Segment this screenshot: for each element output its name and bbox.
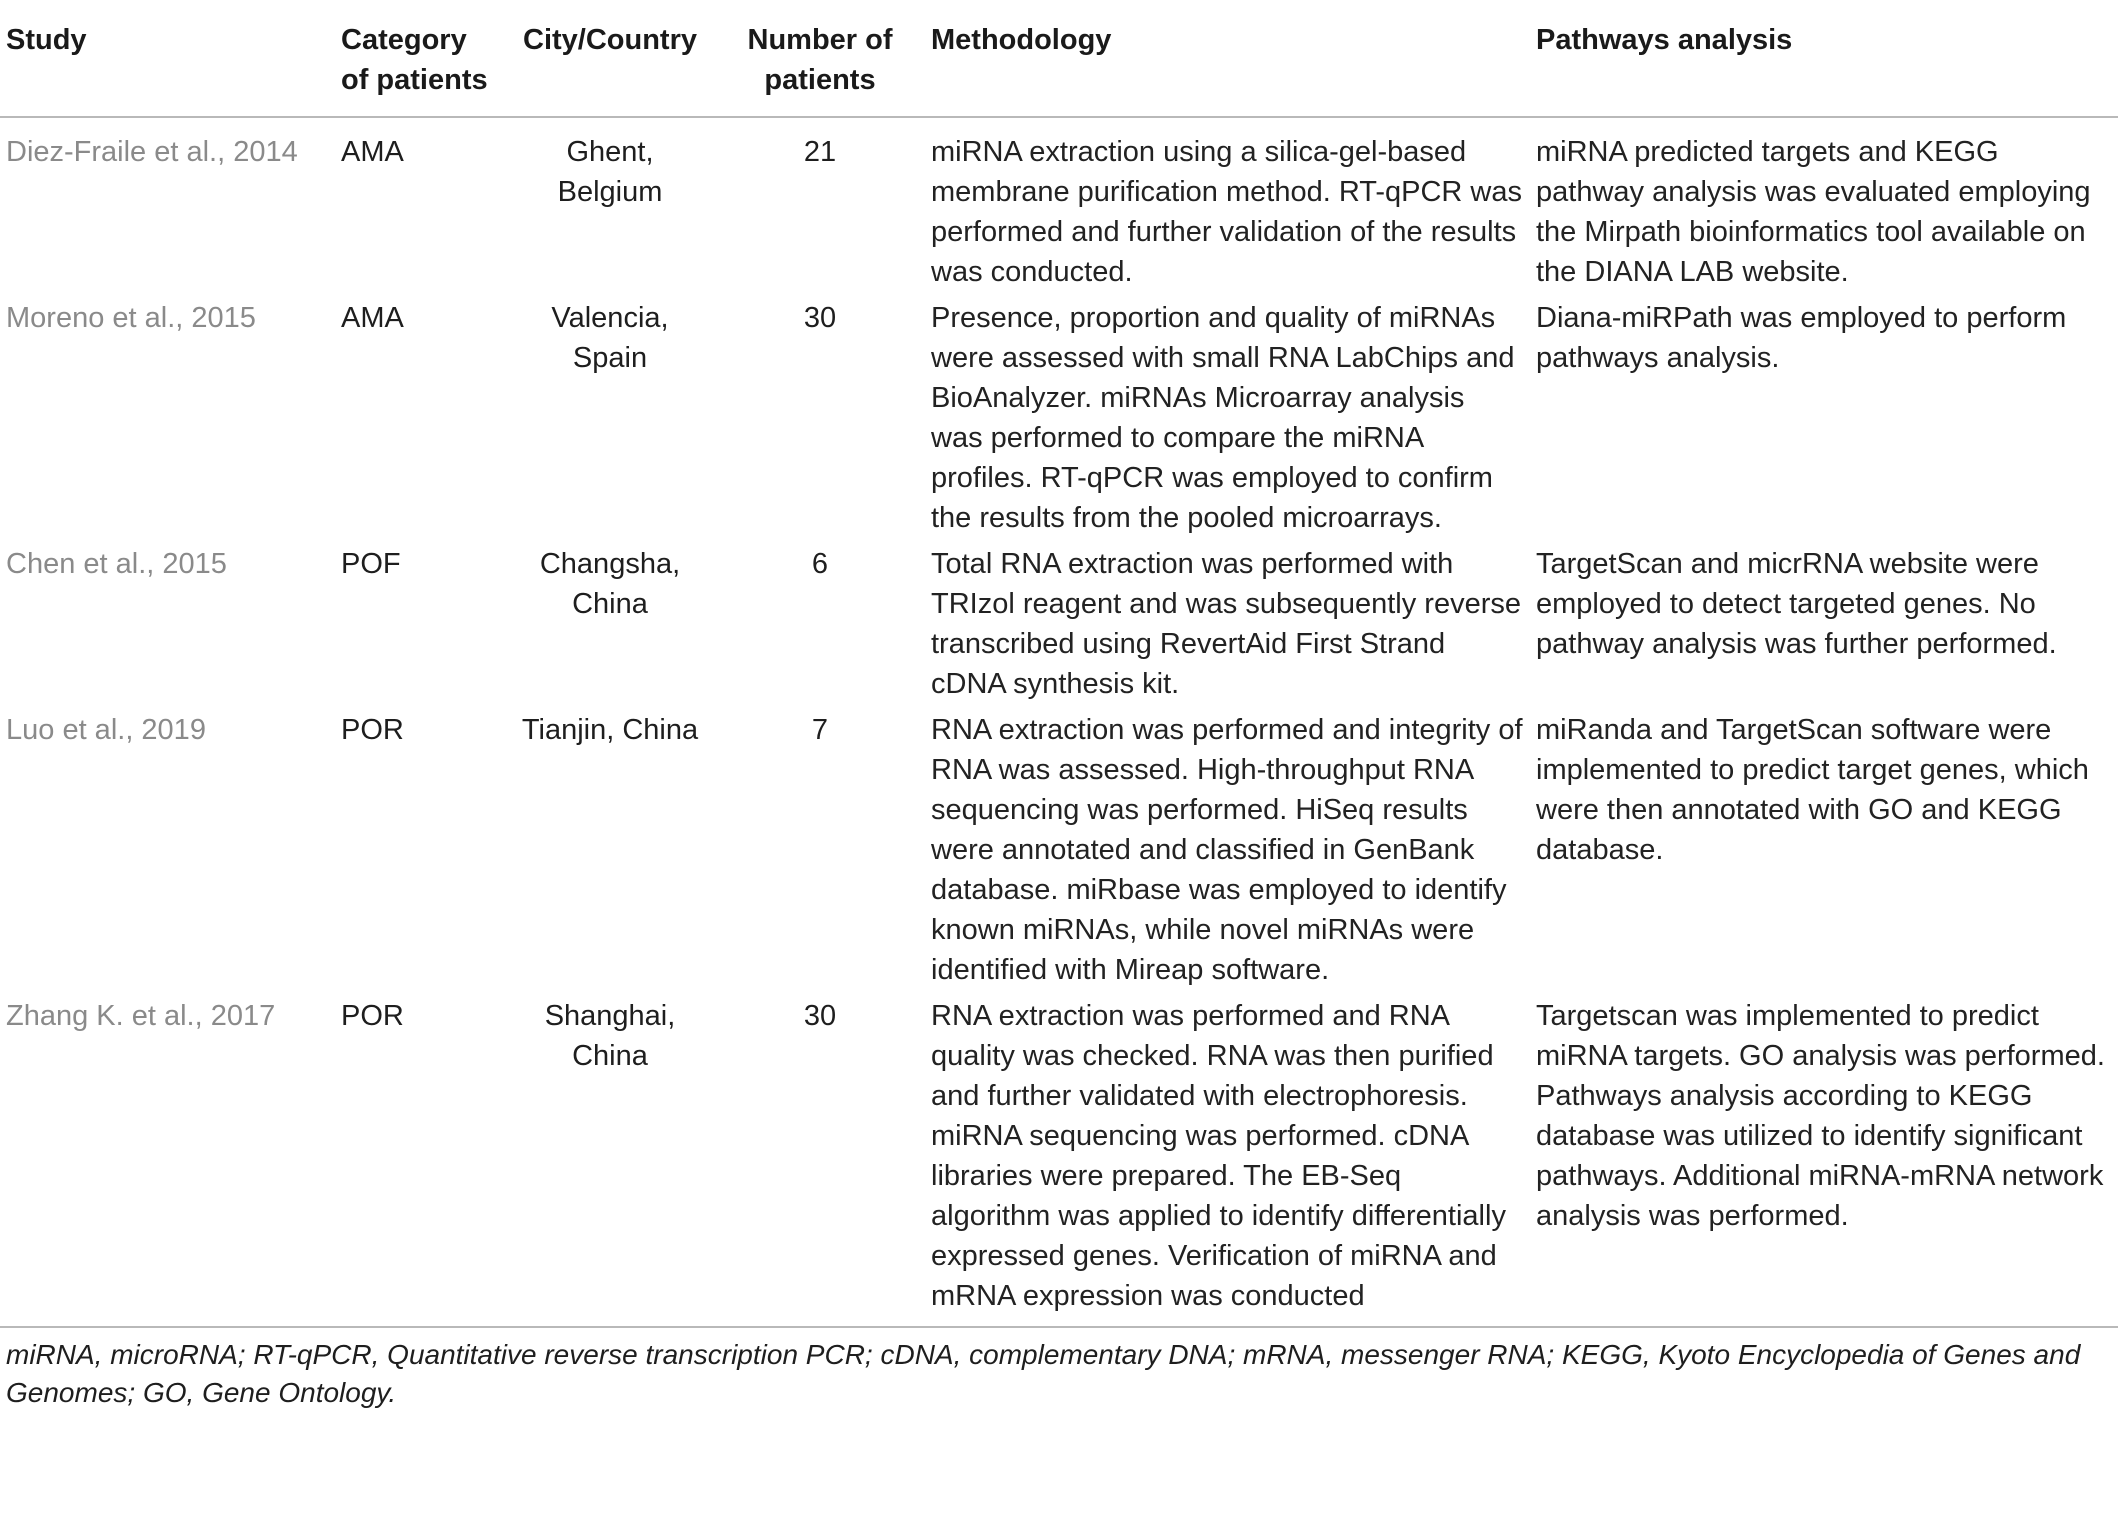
- table-body: [0, 117, 2118, 1327]
- header-methodology: Methodology: [925, 0, 1530, 117]
- study-cell: Moreno et al., 2015: [6, 302, 256, 334]
- study-cell: Chen et al., 2015: [6, 548, 227, 580]
- table-row: [0, 704, 2118, 990]
- category-cell: POF: [341, 548, 401, 580]
- category-cell: POR: [335, 990, 505, 1327]
- category-cell: POR: [341, 714, 404, 746]
- number-cell: 30: [715, 990, 925, 1327]
- study-cell: Zhang K. et al., 2017: [0, 990, 335, 1327]
- study-cell: Diez-Fraile et al., 2014: [6, 136, 298, 168]
- city-cell: Changsha, China: [539, 548, 681, 620]
- pathways-cell: Targetscan was implemented to predict miRNA targets. GO analysis was performed. Pathways analysis according to KEGG database was utilized to identify significant pathways. Additional miRNA-mRNA network analysis was performed.: [1530, 990, 2118, 1327]
- table-row: [0, 538, 2118, 704]
- city-cell: Tianjin, China: [521, 714, 699, 746]
- number-cell: 21: [803, 136, 837, 168]
- pathways-cell: miRNA predicted targets and KEGG pathway analysis was evaluated employing the Mirpath bioinformatics tool available on the DIANA LAB website.: [1536, 136, 2091, 288]
- table-row: [0, 990, 2118, 1327]
- header-study: Study: [0, 0, 335, 117]
- pathways-cell: TargetScan and micrRNA website were employed to detect targeted genes. No pathway analysis was further performed.: [1536, 548, 2057, 660]
- number-cell: 6: [811, 548, 829, 580]
- header-number: Number of patients: [715, 0, 925, 117]
- study-cell: Luo et al., 2019: [6, 714, 206, 746]
- table-row: [0, 292, 2118, 538]
- table-header: [0, 0, 2118, 117]
- methodology-cell: Presence, proportion and quality of miRNAs were assessed with small RNA LabChips and BioAnalyzer. miRNAs Microarray analysis was performed to compare the miRNA profiles. RT-qPCR was employed to confirm the results from the pooled microarrays.: [931, 302, 1515, 534]
- table-footnote: miRNA, microRNA; RT-qPCR, Quantitative reverse transcription PCR; cDNA, complementary DNA; mRNA, messenger RNA; KEGG, Kyoto Encyclopedia of Genes and Genomes; GO, Gene Ontology.: [6, 1339, 2081, 1408]
- header-row: [0, 0, 2118, 117]
- city-cell: Shanghai, China: [505, 990, 715, 1327]
- methodology-cell: Total RNA extraction was performed with TRIzol reagent and was subsequently reverse transcribed using RevertAid First Strand cDNA synthesis kit.: [931, 548, 1521, 700]
- header-pathways: Pathways analysis: [1530, 0, 2118, 117]
- number-cell: 30: [803, 302, 837, 334]
- methodology-cell: RNA extraction was performed and integrity of RNA was assessed. High-throughput RNA sequencing was performed. HiSeq results were annotated and classified in GenBank database. miRbase was employed to identify known miRNAs, while novel miRNAs were identified with Mireap software.: [931, 714, 1523, 986]
- category-cell: AMA: [341, 136, 404, 168]
- methodology-cell: RNA extraction was performed and RNA quality was checked. RNA was then purified and further validated with electrophoresis. miRNA sequencing was performed. cDNA libraries were prepared. The EB-Seq algorithm was applied to identify differentially expressed genes. Verification of miRNA and mRNA expression was conducted: [925, 990, 1530, 1327]
- pathways-cell: Diana-miRPath was employed to perform pathways analysis.: [1536, 302, 2067, 374]
- city-cell: Ghent, Belgium: [557, 136, 663, 208]
- table-row: [0, 117, 2118, 292]
- methodology-cell: miRNA extraction using a silica-gel-based membrane purification method. RT-qPCR was performed and further validation of the results was conducted.: [931, 136, 1522, 288]
- pathways-cell: miRanda and TargetScan software were implemented to predict target genes, which were then annotated with GO and KEGG database.: [1536, 714, 2089, 866]
- header-city: City/Country: [505, 0, 715, 117]
- header-category: Category of patients: [335, 0, 505, 117]
- number-cell: 7: [811, 714, 829, 746]
- city-cell: Valencia, Spain: [551, 302, 669, 374]
- category-cell: AMA: [341, 302, 404, 334]
